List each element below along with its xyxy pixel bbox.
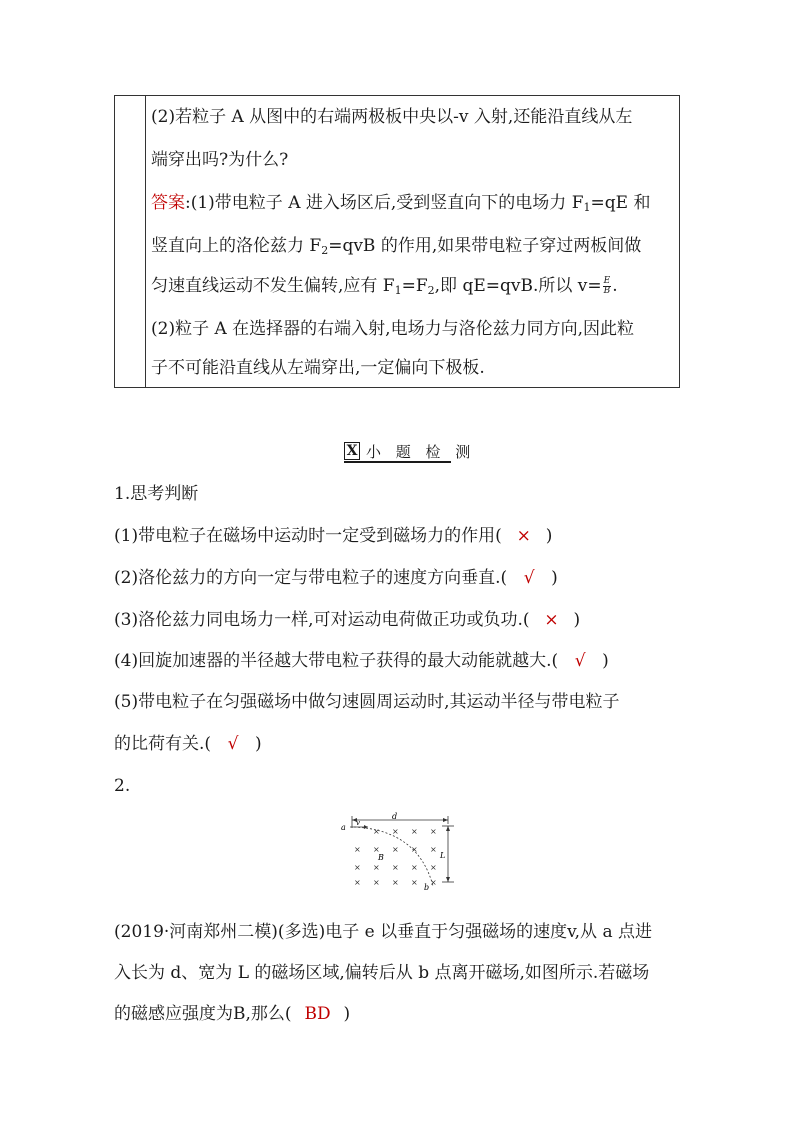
check-mark: √ (523, 568, 535, 588)
label-v: v (356, 819, 360, 827)
section-title-underline (344, 461, 451, 463)
cross-mark: × (544, 610, 559, 630)
field-cross-icon: × (411, 845, 418, 854)
q2-line3: 的磁感应强度为B,那么( BD ) (114, 1004, 351, 1024)
x-box-icon: X (344, 442, 360, 460)
label-d: d (392, 812, 398, 821)
label-b-point: b (424, 883, 430, 890)
q2-number: 2. (114, 776, 131, 796)
check-mark: √ (227, 734, 239, 754)
answer-1-line1: 答案:(1)带电粒子 A 进入场区后,受到竖直向下的电场力 $F_1=qE$ 和 (151, 193, 651, 214)
field-cross-icon: × (430, 827, 437, 836)
field-cross-icon: × (430, 863, 437, 872)
q1-item-1: (1)带电粒子在磁场中运动时一定受到磁场力的作用( × ) (114, 526, 553, 546)
question-2-line1: (2)若粒子 A 从图中的右端两极板中央以-v 入射,还能沿直线从左 (151, 107, 633, 127)
cross-mark: × (516, 526, 531, 546)
q1-item-3: (3)洛伦兹力同电场力一样,可对运动电荷做正功或负功.( × ) (114, 610, 581, 630)
answer-2-line1: (2)粒子 A 在选择器的右端入射,电场力与洛伦兹力同方向,因此粒 (151, 319, 634, 339)
answer-1-line3: 匀速直线运动不发生偏转,应有 $F_1=F_2$,即 qE=qvB.所以 v= $\frac{E}{B}$ . (151, 276, 618, 297)
section-title (344, 441, 475, 461)
q1-item-2: (2)洛伦兹力的方向一定与带电粒子的速度方向垂直.( √ ) (114, 568, 558, 588)
answer-choice: BD (304, 1004, 331, 1024)
q2-line1: (2019·河南郑州二模)(多选)电子 e 以垂直于匀强磁场的速度v,从 a 点进 (114, 922, 652, 942)
field-cross-icon: × (373, 863, 380, 872)
arrow-head-icon (446, 877, 450, 882)
field-cross-icon: × (411, 863, 418, 872)
field-cross-icon: × (373, 878, 380, 887)
field-cross-icon: × (354, 863, 361, 872)
answer-box-left-rule (145, 95, 146, 388)
field-cross-icon: × (392, 827, 399, 836)
field-cross-icon: × (411, 878, 418, 887)
fraction-e-over-b: $\frac{E}{B}$ (603, 276, 611, 296)
field-cross-icon: × (354, 845, 361, 854)
field-cross-icon: × (392, 845, 399, 854)
question-2-line2: 端穿出吗?为什么? (151, 150, 289, 170)
section-title-text: 小 题 检 测 (366, 442, 476, 461)
q2-line2: 入长为 d、宽为 L 的磁场区域,偏转后从 b 点离开磁场,如图所示.若磁场 (114, 963, 650, 983)
field-cross-icon: × (392, 878, 399, 887)
arrow-head-icon (446, 826, 450, 831)
field-cross-icon: × (373, 827, 380, 836)
label-b-field: B (378, 853, 384, 862)
q1-heading: 1.思考判断 (114, 484, 199, 504)
field-cross-icon: × (411, 827, 418, 836)
q1-item-4: (4)回旋加速器的半径越大带电粒子获得的最大动能就越大.( √ ) (114, 651, 609, 671)
answer-label: 答案 (151, 193, 185, 213)
field-cross-icon: × (373, 845, 380, 854)
field-cross-icon: × (392, 863, 399, 872)
magnetic-field-diagram (338, 812, 458, 890)
field-cross-icon: × (430, 845, 437, 854)
answer-1-line2: 竖直向上的洛伦兹力 $F_2=qvB$ 的作用,如果带电粒子穿过两板间做 (151, 236, 642, 257)
label-a: a (341, 823, 346, 832)
answer-2-line2: 子不可能沿直线从左端穿出,一定偏向下极板. (151, 358, 485, 378)
q1-item-5-line1: (5)带电粒子在匀强磁场中做匀速圆周运动时,其运动半径与带电粒子 (114, 692, 620, 712)
field-cross-icon: × (354, 878, 361, 887)
arrow-head-icon (443, 818, 448, 822)
field-cross-icon: × (430, 878, 437, 887)
check-mark: √ (574, 651, 586, 671)
label-l: L (440, 851, 446, 860)
q1-item-5-line2: 的比荷有关.( √ ) (114, 734, 262, 754)
